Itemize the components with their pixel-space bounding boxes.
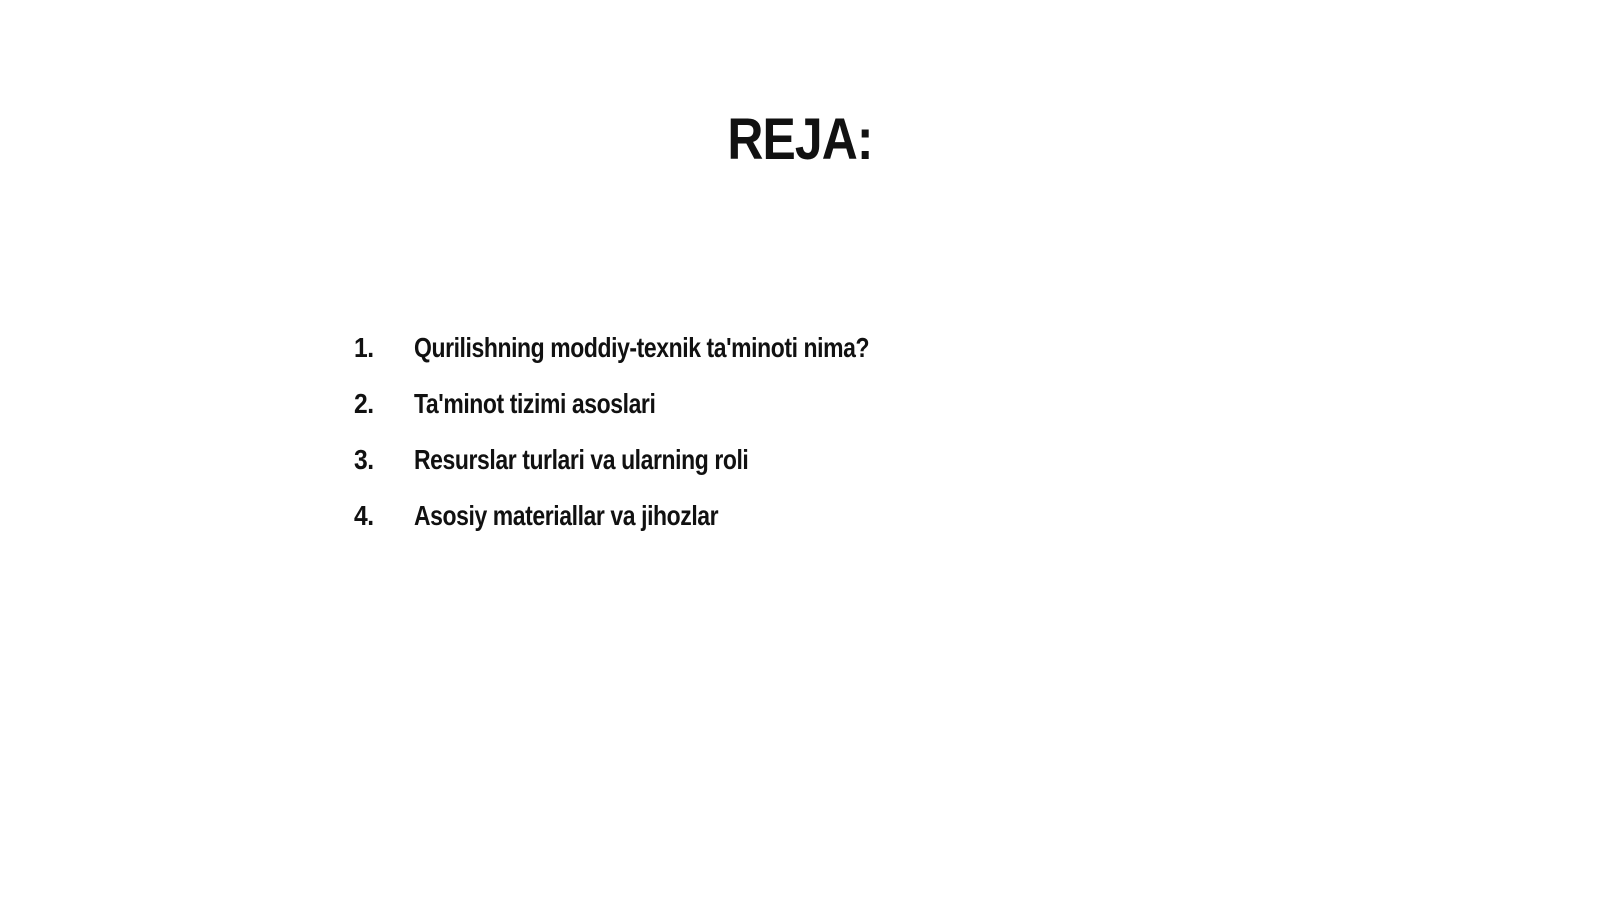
list-item-text: Resurslar turlari va ularning roli bbox=[414, 444, 749, 475]
slide-title: REJA: bbox=[727, 107, 873, 172]
list-item bbox=[354, 496, 969, 552]
plan-list bbox=[354, 328, 969, 552]
list-item bbox=[354, 384, 969, 440]
list-item-number: 1. bbox=[354, 332, 374, 363]
list-item-text: Ta'minot tizimi asoslari bbox=[414, 388, 656, 419]
list-item-text: Asosiy materiallar va jihozlar bbox=[414, 500, 719, 531]
list-item-number: 2. bbox=[354, 388, 374, 419]
list-item bbox=[354, 328, 969, 384]
list-item bbox=[354, 440, 969, 496]
list-item-number: 3. bbox=[354, 444, 374, 475]
list-item-text: Qurilishning moddiy-texnik ta'minoti nima? bbox=[414, 332, 870, 363]
list-item-number: 4. bbox=[354, 500, 374, 531]
